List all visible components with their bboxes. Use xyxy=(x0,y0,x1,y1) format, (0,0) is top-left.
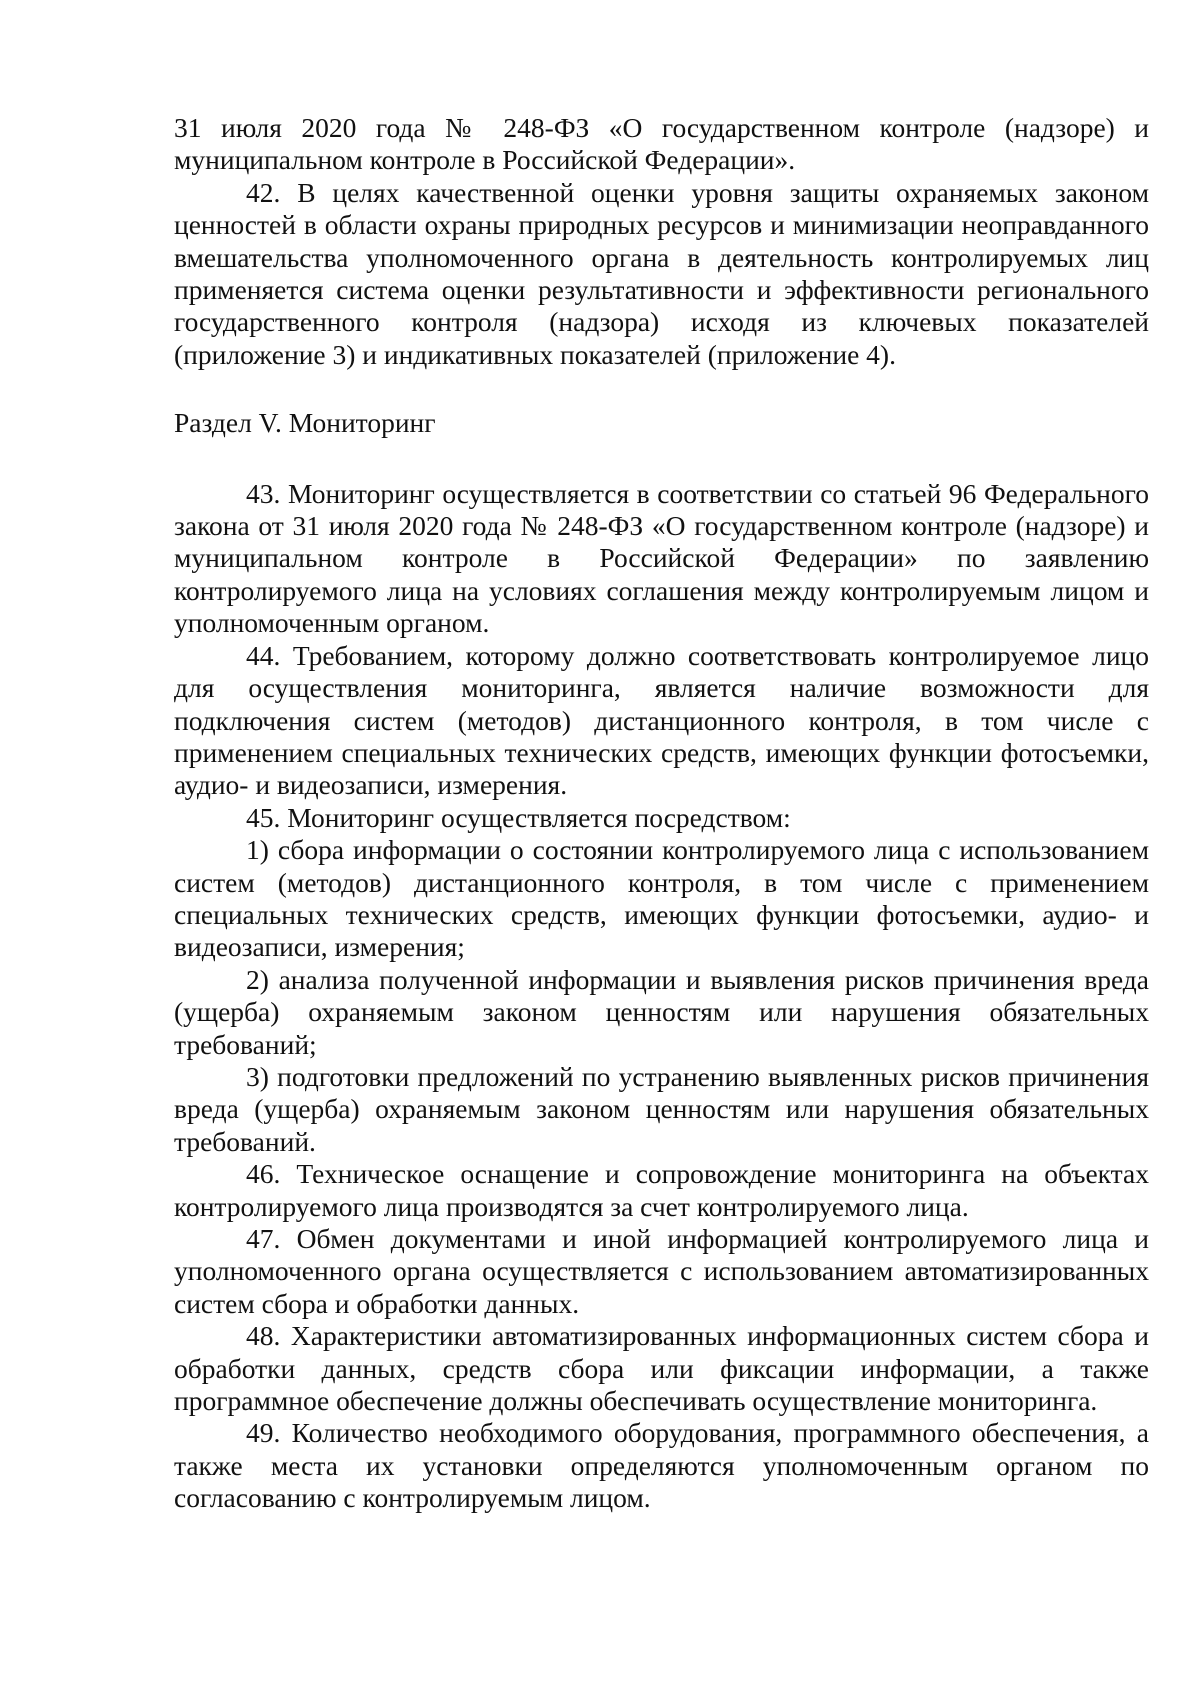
paragraph-43: 43. Мониторинг осуществляется в соответствии со статьей 96 Федерального закона от 31 июля 2020 года № 248-ФЗ «О государственном контроле (надзоре) и муниципальном контроле в Российской Федерации» по заявлению контролируемого лица на условиях соглашения между контролируемым лицом и уполномоченным органом. xyxy=(174,477,1149,639)
list-item-2: 2) анализа полученной информации и выявления рисков причинения вреда (ущерба) охраняемым законом ценностям или нарушения обязательных требований; xyxy=(174,963,1149,1060)
paragraph-42: 42. В целях качественной оценки уровня защиты охраняемых законом ценностей в области охраны природных ресурсов и минимизации неоправданного вмешательства уполномоченного органа в деятельность контролируемых лиц применяется система оценки результативности и эффективности регионального государственного контроля (надзора) исходя из ключевых показателей (приложение 3) и индикативных показателей (приложение 4). xyxy=(174,176,1149,370)
list-item-1: 1) сбора информации о состоянии контролируемого лица с использованием систем (методов) дистанционного контроля, в том числе с применением специальных технических средств, имеющих функции фотосъемки, аудио- и видеозаписи, измерения; xyxy=(174,834,1149,963)
paragraph-45: 45. Мониторинг осуществляется посредством: xyxy=(246,801,791,833)
paragraph-46: 46. Техническое оснащение и сопровождение мониторинга на объектах контролируемого лица производятся за счет контролируемого лица. xyxy=(174,1158,1149,1222)
document-body xyxy=(174,112,1149,1515)
paragraph-49: 49. Количество необходимого оборудования, программного обеспечения, а также места их установки определяются уполномоченным органом по согласованию с контролируемым лицом. xyxy=(174,1417,1149,1514)
section-heading: Раздел V. Мониторинг xyxy=(174,407,436,439)
paragraph-44: 44. Требованием, которому должно соответствовать контролируемое лицо для осуществления мониторинга, является наличие возможности для подключения систем (методов) дистанционного контроля, в том числе с применением специальных технических средств, имеющих функции фотосъемки, аудио- и видеозаписи, измерения. xyxy=(174,639,1149,801)
list-item-3: 3) подготовки предложений по устранению выявленных рисков причинения вреда (ущерба) охраняемым законом ценностям или нарушения обязательных требований. xyxy=(174,1060,1149,1157)
paragraph-48: 48. Характеристики автоматизированных информационных систем сбора и обработки данных, средств сбора или фиксации информации, а также программное обеспечение должны обеспечивать осуществление мониторинга. xyxy=(174,1320,1149,1417)
paragraph-continuation: 31 июля 2020 года № 248-ФЗ «О государственном контроле (надзоре) и муниципальном контроле в Российской Федерации». xyxy=(174,112,1149,176)
paragraph-47: 47. Обмен документами и иной информацией контролируемого лица и уполномоченного органа осуществляется с использованием автоматизированных систем сбора и обработки данных. xyxy=(174,1223,1149,1319)
